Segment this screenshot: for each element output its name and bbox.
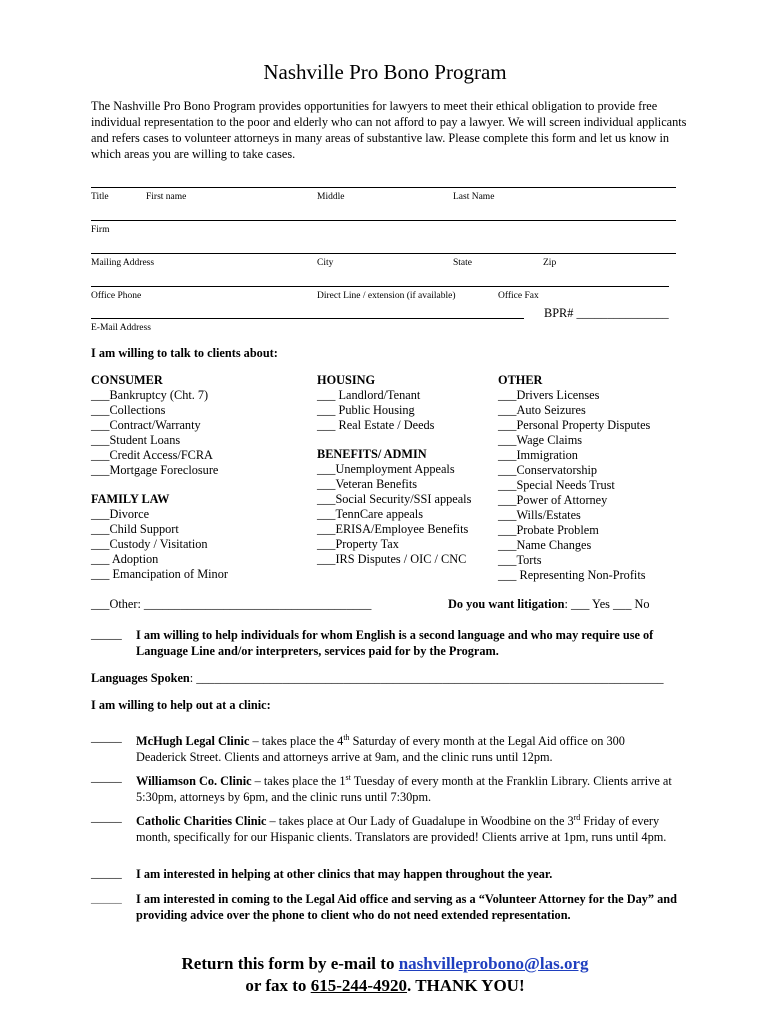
fax-number[interactable]: 615-244-4920 [310, 976, 408, 995]
office-fax-label: Office Fax [498, 291, 539, 301]
languages-field[interactable] [91, 671, 664, 686]
willing-talk-heading: I am willing to talk to clients about: [91, 346, 278, 360]
option-mortgage-foreclosure[interactable]: ___Mortgage Foreclosure [91, 463, 219, 477]
litigation-answers[interactable]: : ___ Yes ___ No [564, 597, 650, 611]
option-tenncare[interactable]: ___TennCare appeals [317, 507, 424, 521]
page-title: Nashville Pro Bono Program [263, 60, 507, 84]
family-law-heading: FAMILY LAW [91, 492, 170, 506]
option-veteran-benefits[interactable]: ___Veteran Benefits [317, 477, 418, 491]
other-clinics-blank[interactable]: _____ [91, 866, 122, 880]
option-torts[interactable]: ___Torts [498, 553, 542, 567]
firm-line[interactable] [91, 220, 676, 221]
mchugh-name: McHugh Legal Clinic [136, 734, 250, 749]
esl-blank[interactable]: _____ [91, 627, 122, 641]
mchugh-text-a: – takes place the 4 [249, 734, 344, 749]
esl-statement: I am willing to help individuals for whom English is a second language and who may require use of Language Line and/or interpreters, services paid for by the Program. [136, 628, 654, 658]
other-column [498, 373, 650, 583]
email-label: E-Mail Address [91, 323, 151, 333]
languages-label: Languages Spoken [91, 671, 190, 685]
name-line[interactable] [91, 187, 676, 188]
footer-fax-prefix: or fax to [245, 976, 311, 995]
option-emancipation[interactable]: ___ Emancipation of Minor [91, 567, 228, 581]
mchugh-blank[interactable]: _____ [91, 730, 122, 744]
williamson-text-a: – takes place the 1 [251, 774, 346, 789]
option-wills-estates[interactable]: ___Wills/Estates [498, 508, 581, 522]
last-name-label: Last Name [453, 192, 495, 202]
catholic-blank[interactable]: _____ [91, 810, 122, 824]
option-probate[interactable]: ___Probate Problem [498, 523, 599, 537]
languages-line[interactable]: : ____________________________________________________________________________ [189, 671, 664, 685]
option-child-support[interactable]: ___Child Support [91, 522, 179, 536]
catholic-sup: rd [573, 813, 581, 822]
direct-line-label: Direct Line / extension (if available) [317, 291, 456, 301]
first-name-label: First name [146, 192, 187, 202]
footer-email-prefix: Return this form by e-mail to [181, 954, 399, 973]
mchugh-sup: th [343, 733, 350, 742]
option-conservatorship[interactable]: ___Conservatorship [498, 463, 598, 477]
title-label: Title [91, 192, 109, 202]
option-unemployment[interactable]: ___Unemployment Appeals [317, 462, 455, 476]
state-label: State [453, 258, 472, 268]
consumer-heading: CONSUMER [91, 373, 163, 387]
bpr-field[interactable]: BPR# _______________ [544, 306, 669, 320]
option-divorce[interactable]: ___Divorce [91, 507, 150, 521]
benefits-heading: BENEFITS/ ADMIN [317, 447, 427, 461]
email-line[interactable] [91, 318, 524, 319]
option-landlord-tenant[interactable]: ___ Landlord/Tenant [317, 388, 421, 402]
litigation-label: Do you want litigation [448, 597, 565, 611]
williamson-blank[interactable]: _____ [91, 770, 122, 784]
option-irs-disputes[interactable]: ___IRS Disputes / OIC / CNC [317, 552, 467, 566]
middle-label: Middle [317, 192, 345, 202]
footer-thanks: . THANK YOU! [407, 976, 525, 995]
option-contract-warranty[interactable]: ___Contract/Warranty [91, 418, 201, 432]
option-real-estate[interactable]: ___ Real Estate / Deeds [317, 418, 435, 432]
intro-paragraph: The Nashville Pro Bono Program provides opportunities for lawyers to meet their ethical obligation to provide free individual representation to the poor and elderly who can not afford to pay a lawyer. We will screen individual applicants and refers cases to volunteer attorneys in many areas of substantive law. Please complete this form and let us know in which areas you are willing to take cases. [91, 99, 687, 161]
phone-line[interactable] [91, 286, 669, 287]
option-wage-claims[interactable]: ___Wage Claims [498, 433, 583, 447]
volunteer-day-statement: I am interested in coming to the Legal Aid office and serving as a “Volunteer Attorney for the Day” and providing advice over the phone to client who do not need extended representation. [136, 892, 677, 922]
office-phone-label: Office Phone [91, 291, 142, 301]
other-heading: OTHER [498, 373, 543, 387]
option-name-changes[interactable]: ___Name Changes [498, 538, 592, 552]
email-link[interactable]: nashvilleprobono@las.org [398, 954, 589, 973]
williamson-clinic [136, 770, 676, 805]
option-custody[interactable]: ___Custody / Visitation [91, 537, 208, 551]
option-immigration[interactable]: ___Immigration [498, 448, 578, 462]
catholic-name: Catholic Charities Clinic [136, 814, 267, 829]
option-property-tax[interactable]: ___Property Tax [317, 537, 399, 551]
williamson-text-b: Tuesday of every month at the Franklin Library. Clients arrive at 5:30pm, attorneys by 6pm, and the clinic runs until 7:30pm. [136, 774, 672, 805]
mchugh-clinic [136, 730, 676, 765]
option-credit-access[interactable]: ___Credit Access/FCRA [91, 448, 213, 462]
mailing-address-label: Mailing Address [91, 258, 155, 268]
housing-column [317, 373, 471, 567]
option-drivers-licenses[interactable]: ___Drivers Licenses [498, 388, 600, 402]
catholic-text-b: Friday of every month, specifically for our Hispanic clients. Translators are provided! Clients arrive at 1pm, runs until 4pm. [136, 814, 667, 845]
address-line[interactable] [91, 253, 676, 254]
williamson-name: Williamson Co. Clinic [136, 774, 252, 789]
willing-clinic-heading: I am willing to help out at a clinic: [91, 698, 271, 712]
firm-label: Firm [91, 225, 110, 235]
zip-label: Zip [543, 258, 557, 268]
option-auto-seizures[interactable]: ___Auto Seizures [498, 403, 586, 417]
volunteer-day-blank[interactable]: _____ [91, 891, 122, 905]
williamson-sup: st [345, 773, 351, 782]
other-field[interactable]: ___Other: _____________________________________ [91, 597, 372, 611]
housing-heading: HOUSING [317, 373, 376, 387]
option-personal-property[interactable]: ___Personal Property Disputes [498, 418, 651, 432]
option-power-of-attorney[interactable]: ___Power of Attorney [498, 493, 608, 507]
option-social-security[interactable]: ___Social Security/SSI appeals [317, 492, 472, 506]
option-public-housing[interactable]: ___ Public Housing [317, 403, 415, 417]
option-adoption[interactable]: ___ Adoption [91, 552, 159, 566]
option-collections[interactable]: ___Collections [91, 403, 166, 417]
option-student-loans[interactable]: ___Student Loans [91, 433, 181, 447]
litigation-question[interactable] [448, 597, 650, 612]
option-bankruptcy[interactable]: ___Bankruptcy (Cht. 7) [91, 388, 209, 402]
city-label: City [317, 258, 334, 268]
catholic-clinic [136, 810, 684, 845]
other-clinics-statement: I am interested in helping at other clinics that may happen throughout the year. [136, 867, 553, 881]
mchugh-text-b: Saturday of every month at the Legal Aid office on 300 Deaderick Street. Clients and attorneys arrive at 9am, and the clinic runs until 12pm. [136, 734, 625, 765]
footer-fax-line [0, 975, 770, 997]
option-special-needs-trust[interactable]: ___Special Needs Trust [498, 478, 615, 492]
option-erisa[interactable]: ___ERISA/Employee Benefits [317, 522, 469, 536]
option-non-profits[interactable]: ___ Representing Non-Profits [498, 568, 646, 582]
catholic-text-a: – takes place at Our Lady of Guadalupe in Woodbine on the 3 [266, 814, 574, 829]
consumer-column [91, 373, 228, 582]
footer-email-line [0, 953, 770, 975]
